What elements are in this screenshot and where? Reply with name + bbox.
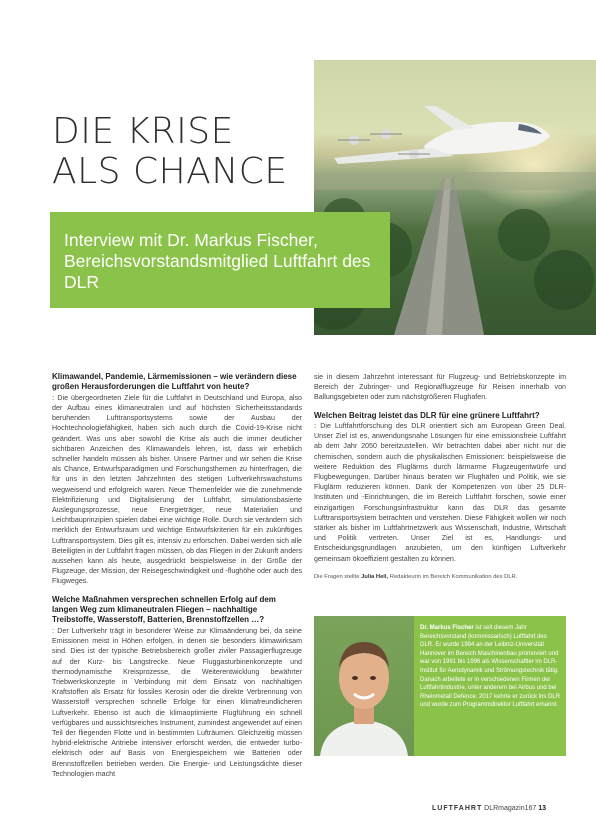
title-line-2: ALS CHANCE [52, 151, 288, 192]
answer-marker: : [52, 626, 55, 635]
left-text-column [52, 372, 302, 779]
page-title [52, 112, 288, 192]
answer-1: : Die übergeordneten Ziele für die Luftfahrt in Deutschland und Europa, also der Aufbau eines klimaneutralen und auf höchsten Sicherheitsstandards beruhenden Lufttransportsystems sowie der Ausbau der Hochtechnologiefähigkeit, haben sich auch durch die Covid-19-Krise nicht geändert. Was uns aber sowohl die Krise als auch die immer deutlicher sichtbaren Anzeichen des Klimawandels lehren, ist, dass wir erheblich schneller handeln müssen als bisher. Unsere Partner und wir sehen die Krise als Chance, Entwurfsparadigmen und Forschungsthemen zu hinterfragen, die für uns in den letzten Jahrzehnten des stetigen Luftverkehrswachstums wegweisend und erfolgreich waren. Neue Themenfelder wie die zunehmende Elektrifizierung und Digitalisierung der Luftfahrt, simulationsbasierte Auslegungsprozesse, neue Energieträger, neue Materialien und Leichtbauprinzipien spielen dabei eine wichtige Rolle. Durch sie verändern sich merklich der Entwurfsraum und wichtige Entwurfskriterien für ein zukünftiges Lufttransportsystem. Dies gilt es, intensiv zu erforschen. Dabei werden sich alle Beteiligten in der Luftfahrt fragen müssen, ob das Fliegen in der Zukunft anders aussehen kann als heute, ausgedrückt beispielsweise in der Größe der Flugzeuge, der Mission, der Reisegeschwindigkeit und -flughöhe oder auch des Flugweges. [52, 393, 303, 586]
question-2: Welche Maßnahmen versprechen schnellen Erfolg auf dem langen Weg zum klimaneutralen Fliegen – nachhaltige Treibstoffe, Wasserstoff, Batterien, Brennstoffzellen …? [52, 594, 276, 625]
answer-2: : Der Luftverkehr trägt in besonderer Weise zur Klimaänderung bei, da seine Emissionen meist in Höhen erfolgen, in denen sie besonders klimawirksam sind. Dies ist der typische Betriebsbereich großer ziviler Passagierflugzeuge auf der Kurz- bis Langstrecke. Neue Fluggasturbinenkonzepte und thermodynamische Kreisprozesse, die Weiterentwicklung bewährter Triebwerkskonzepte in Verbindung mit dem Einsatz von nachhaltigen Kraftstoffen als Ersatz für fossiles Kerosin oder die direkte Verbrennung von Wasserstoff versprechen schnelle Erfolge für einen klimafreundlicheren Luftverkehr. Ebenso ist auch die klimaoptimierte Flugführung ein schnell verfügbares und aussichtsreiches Instrument, zumindest angewendet auf einen Teil der fliegenden Flotte und in bestimmten Lufträumen. Gleichzeitig müssen hybrid-elektrische Antriebe intensiver erforscht werden, die entweder turbo-elektrisch oder auf Basis von Energiespeichern wie Batterien oder Brennstoffzellen betrieben werden. Die Energie- und Leistungsdichte dieser Technologien macht [52, 626, 302, 778]
question-3: Welchen Beitrag leistet das DLR für eine grünere Luftfahrt? [314, 410, 540, 420]
interview-credit: Die Fragen stellte Julia Heil, Redakteurin im Bereich Kommunikation des DLR. [314, 573, 518, 580]
bio-description: ist seit diesem Jahr Bereichsvorstand (kommissarisch) Luftfahrt des DLR. Er wurde 1994 an der Leibniz-Universität Hannover im Bereich Maschinenbau promoviert und war von 1991 bis 1996 als Wissenschaftler im DLR-Institut für Aerodynamik und Strömungstechnik tätig. Danach arbeitete er in verschiedenen Firmen der Luftfahrtindustrie, unter anderem bei Airbus und bei Rheinmetall Defence. 2017 kehrte er zurück ins DLR und wurde zum Programmdirektor Luftfahrt ernannt. [420, 625, 561, 709]
subheading-box [50, 212, 390, 308]
portrait-illustration [314, 616, 414, 756]
title-line-1: DIE KRISE [52, 111, 234, 152]
bio-text [420, 624, 562, 710]
footer-section: LUFTFAHRT [432, 805, 483, 812]
answer-marker: : [314, 422, 317, 431]
page-footer [432, 805, 546, 812]
question-1: Klimawandel, Pandemie, Lärmemissionen – wie verändern diese großen Herausforderungen die Luftfahrt von heute? [52, 372, 297, 392]
page-number: 13 [538, 805, 547, 812]
electric-aircraft [334, 106, 550, 164]
subheading-text: Interview mit Dr. Markus Fischer, Bereichsvorstandsmitglied Luftfahrt des DLR [64, 230, 371, 292]
right-text-column [314, 372, 566, 582]
continued-text: sie in diesem Jahrzehnt interessant für Flugzeug- und Betriebskonzepte im Bereich der Zubringer- und Regionalflugzeuge für Reisen innerhalb von Ballungsgebieten oder zum nächstgrößeren Flughafen. [314, 373, 566, 402]
answer-marker: : [52, 393, 55, 402]
portrait-photo [314, 616, 414, 756]
answer-3: : Die Luftfahrtforschung des DLR orientiert sich am European Green Deal. Unser Ziel ist es, anwendungsnahe Lösungen für eine emissionsfreie Luftfahrt ab dem Jahr 2050 bereitzustellen. Wir betrachten dabei aber nicht nur die chemischen, sondern auch die physikalischen Emissionen: beispielsweise die weitere Reduktion des Fluglärms durch lärmarme Flugzeugentwürfe und Flugbewegungen. Darüber hinaus beraten wir Flughäfen und Politik, wie sie Fluglärm reduzieren können. Dank der Kompetenzen von über 25 DLR-Instituten und -Einrichtungen, die im Bereich Luftfahrt forschen, sowie einer einzigartigen Forschungsinfrastruktur kann das DLR das gesamte Lufttransportsystem betrachten und verstehen. Diese Fähigkeit wollen wir noch stärker als bisher im Luftfahrtnetzwerk aus Wissenschaft, Industrie, Wirtschaft und Politik vertreten. Unser Ziel ist es, Handlungs- und Entscheidungsgrundlagen anzubieten, um den künftigen Luftverkehr gemeinsam ökoeffizient gestalten zu können. [314, 422, 566, 563]
author-bio-box [314, 616, 566, 756]
footer-magazine: DLRmagazin167 [484, 805, 537, 812]
bio-name: Dr. Markus Fischer [420, 625, 474, 631]
